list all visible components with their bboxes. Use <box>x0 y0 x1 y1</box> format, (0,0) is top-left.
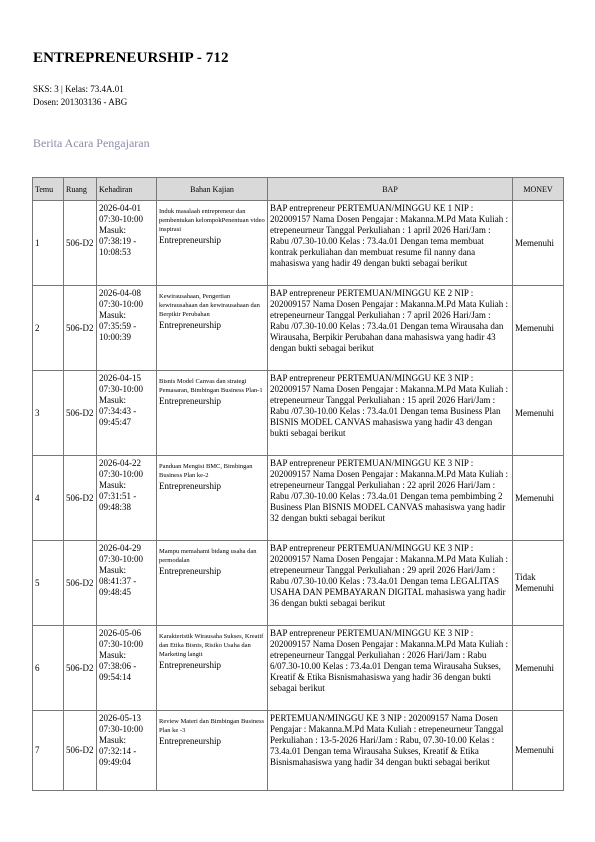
attendance-in: 07:32:14 - <box>99 746 137 756</box>
row-room: 506-D2 <box>64 711 97 791</box>
attendance-time: 07:30-10:00 <box>99 384 143 394</box>
header-monev: MONEV <box>513 178 564 201</box>
row-room: 506-D2 <box>64 371 97 456</box>
attendance-date: 2026-05-06 <box>99 628 141 638</box>
bahan-topic: Panduan Mengisi BMC, Bimbingan Business Plan ke-2 <box>159 463 253 479</box>
row-attendance <box>97 371 157 456</box>
attendance-out: 09:48:38 <box>99 502 132 512</box>
section-title: Berita Acara Pengajaran <box>33 136 150 150</box>
attendance-time: 07:30-10:00 <box>99 639 143 649</box>
row-bahan-kajian <box>157 711 268 791</box>
row-number: 4 <box>33 456 64 541</box>
header-bahan-kajian: Bahan Kajian <box>157 178 268 201</box>
header-kehadiran: Kehadiran <box>97 178 157 201</box>
attendance-status: Masuk: <box>99 565 126 575</box>
row-number: 6 <box>33 626 64 711</box>
attendance-in: 07:38:19 - <box>99 236 137 246</box>
row-bahan-kajian <box>157 626 268 711</box>
header-bap: BAP <box>268 178 513 201</box>
bahan-topic: Mampu memahami bidang usaha dan permodalan <box>159 548 257 564</box>
attendance-time: 07:30-10:00 <box>99 724 143 734</box>
row-monev: Memenuhi <box>513 626 564 711</box>
bahan-course: Entrepreneurship <box>159 396 221 406</box>
attendance-status: Masuk: <box>99 225 126 235</box>
bahan-topic: Kewirausahaan, Pengertian kewirausahaan dan kewirausahaan dan Berpikir Perubahan <box>159 293 260 318</box>
attendance-out: 10:08:53 <box>99 247 132 257</box>
row-bahan-kajian <box>157 541 268 626</box>
row-bap: BAP entrepreneur PERTEMUAN/MINGGU KE 3 NIP : 202009157 Nama Dosen Pengajar : Makanna.M.Pd Mata Kuliah : etrepeneurneur Tanggal Perkuliahan : 29 april 2026 Hari/Jam : Rabu /07.30-10.00 Kelas : 73.4a.01 Dengan tema LEGALITAS USAHA DAN PEMBAYARAN DIGITAL mahasiswa yang hadir 36 dengan bukti sebagai berikut <box>268 541 513 626</box>
attendance-time: 07:30-10:00 <box>99 214 143 224</box>
row-number: 2 <box>33 286 64 371</box>
attendance-date: 2026-04-01 <box>99 203 141 213</box>
row-room: 506-D2 <box>64 626 97 711</box>
bahan-course: Entrepreneurship <box>159 320 221 330</box>
row-bahan-kajian <box>157 371 268 456</box>
table-row <box>33 371 564 456</box>
attendance-status: Masuk: <box>99 735 126 745</box>
row-monev: Memenuhi <box>513 711 564 791</box>
dosen-line: Dosen: 201303136 - ABG <box>33 97 128 107</box>
row-number: 5 <box>33 541 64 626</box>
bahan-course: Entrepreneurship <box>159 481 221 491</box>
row-number: 3 <box>33 371 64 456</box>
row-bahan-kajian <box>157 456 268 541</box>
row-number: 1 <box>33 201 64 286</box>
row-monev: Memenuhi <box>513 456 564 541</box>
attendance-time: 07:30-10:00 <box>99 469 143 479</box>
bahan-course: Entrepreneurship <box>159 736 221 746</box>
row-room: 506-D2 <box>64 541 97 626</box>
attendance-date: 2026-04-15 <box>99 373 141 383</box>
row-monev: Memenuhi <box>513 286 564 371</box>
bap-table <box>32 177 564 791</box>
attendance-out: 09:54:14 <box>99 672 132 682</box>
bahan-topic: Induk masalaah entrepreneur dan pembentukan kelompokPenentuan video inspirasi <box>159 208 265 233</box>
table-body <box>33 201 564 791</box>
row-attendance <box>97 711 157 791</box>
attendance-date: 2026-04-29 <box>99 543 141 553</box>
attendance-in: 07:31:51 - <box>99 491 137 501</box>
row-attendance <box>97 201 157 286</box>
row-room: 506-D2 <box>64 456 97 541</box>
bahan-course: Entrepreneurship <box>159 660 221 670</box>
header-temu: Temu <box>33 178 64 201</box>
row-bap: BAP entrepreneur PERTEMUAN/MINGGU KE 1 NIP : 202009157 Nama Dosen Pengajar : Makanna.M.Pd Mata Kuliah : etrepeneurneur Tanggal Perkuliahan : 1 april 2026 Hari/Jam : Rabu /07.30-10.00 Kelas : 73.4a.01 Dengan tema membuat kontrak perkuliahan dan membuat resume fil nanny dana mahasiswa yang hadir 49 dengan bukti sebagai berikut <box>268 201 513 286</box>
row-bap: PERTEMUAN/MINGGU KE 3 NIP : 202009157 Nama Dosen Pengajar : Makanna.M.Pd Mata Kuliah : etrepeneurneur Tanggal Perkuliahan : 13-5-2026 Hari/Jam : Rabu, 07.30-10.00 Kelas : 73.4a.01 Dengan tema Wirausaha Sukses, Kreatif & Etika Bisnismahasiswa yang hadir 34 dengan bukti sebagai berikut <box>268 711 513 791</box>
attendance-in: 07:38:06 - <box>99 661 137 671</box>
attendance-date: 2026-04-22 <box>99 458 141 468</box>
bahan-topic: Karakteristik Wirausaha Sukses, Kreatif dan Etika Bisnis, Risiko Usaha dan Marketing langit <box>159 633 264 658</box>
attendance-status: Masuk: <box>99 310 126 320</box>
attendance-in: 08:41:37 - <box>99 576 137 586</box>
table-row <box>33 541 564 626</box>
table-row <box>33 626 564 711</box>
bahan-course: Entrepreneurship <box>159 566 221 576</box>
row-attendance <box>97 286 157 371</box>
row-monev: Memenuhi <box>513 371 564 456</box>
attendance-time: 07:30-10:00 <box>99 554 143 564</box>
table-row <box>33 201 564 286</box>
table-row <box>33 286 564 371</box>
row-attendance <box>97 456 157 541</box>
course-title: ENTREPRENEURSHIP - 712 <box>33 50 229 66</box>
attendance-date: 2026-05-13 <box>99 713 141 723</box>
attendance-out: 09:49:04 <box>99 757 132 767</box>
attendance-out: 10:00:39 <box>99 332 132 342</box>
row-bahan-kajian <box>157 286 268 371</box>
bahan-course: Entrepreneurship <box>159 235 221 245</box>
row-monev: Memenuhi <box>513 201 564 286</box>
attendance-out: 09:45:47 <box>99 417 132 427</box>
row-bap: BAP entrepreneur PERTEMUAN/MINGGU KE 3 NIP : 202009157 Nama Dosen Pengajar : Makanna.M.Pd Mata Kuliah : etrepeneurneur Tanggal Perkuliahan : 2026 Hari/Jam : Rabu 6/07.30-10.00 Kelas : 73.4a.01 Dengan tema Wirausaha Sukses, Kreatif & Etika Bisnismahasiswa yang hadir 36 dengan bukti sebagai berikut <box>268 626 513 711</box>
bahan-topic: Bisnis Model Canvas dan strategi Pemasaran, Bimbingan Business Plan-1 <box>159 378 263 394</box>
row-bap: BAP entrepreneur PERTEMUAN/MINGGU KE 3 NIP : 202009157 Nama Dosen Pengajar : Makanna.M.Pd Mata Kuliah : etrepeneurneur Tanggal Perkuliahan : 22 april 2026 Hari/Jam : Rabu /07.30-10.00 Kelas : 73.4a.01 Dengan tema pembimbing 2 Business Plan BISNIS MODEL CANVAS mahasiswa yang hadir 32 dengan bukti sebagai berikut <box>268 456 513 541</box>
row-bahan-kajian <box>157 201 268 286</box>
attendance-in: 07:35:59 - <box>99 321 137 331</box>
row-bap: BAP entrepreneur PERTEMUAN/MINGGU KE 3 NIP : 202009157 Nama Dosen Pengajar : Makanna.M.Pd Mata Kuliah : etrepeneurneur Tanggal Perkuliahan : 15 april 2026 Hari/Jam : Rabu /07.30-10.00 Kelas : 73.4a.01 Dengan tema Business Plan BISNIS MODEL CANVAS mahasiswa yang hadir 43 dengan bukti sebagai berikut <box>268 371 513 456</box>
table-row <box>33 711 564 791</box>
row-number: 7 <box>33 711 64 791</box>
table-header-row <box>33 178 564 201</box>
row-monev: Tidak Memenuhi <box>513 541 564 626</box>
row-attendance <box>97 541 157 626</box>
attendance-status: Masuk: <box>99 395 126 405</box>
bahan-topic: Review Materi dan Bimbingan Business Plan ke -3 <box>159 718 265 734</box>
row-attendance <box>97 626 157 711</box>
header-ruang: Ruang <box>64 178 97 201</box>
row-bap: BAP entrepreneur PERTEMUAN/MINGGU KE 2 NIP : 202009157 Nama Dosen Pengajar : Makanna.M.Pd Mata Kuliah : etrepeneurneur Tanggal Perkuliahan : 7 april 2026 Hari/Jam : Rabu /07.30-10.00 Kelas : 73.4a.01 Dengan tema Wirausaha dan Wirausaha, Berpikir Perubahan dana mahasiswa yang hadir 43 dengan bukti sebagai berikut <box>268 286 513 371</box>
row-room: 506-D2 <box>64 286 97 371</box>
attendance-status: Masuk: <box>99 480 126 490</box>
attendance-status: Masuk: <box>99 650 126 660</box>
attendance-date: 2026-04-08 <box>99 288 141 298</box>
sks-kelas-line: SKS: 3 | Kelas: 73.4A.01 <box>33 84 124 94</box>
table-row <box>33 456 564 541</box>
attendance-time: 07:30-10:00 <box>99 299 143 309</box>
row-room: 506-D2 <box>64 201 97 286</box>
attendance-in: 07:34:43 - <box>99 406 137 416</box>
attendance-out: 09:48:45 <box>99 587 132 597</box>
